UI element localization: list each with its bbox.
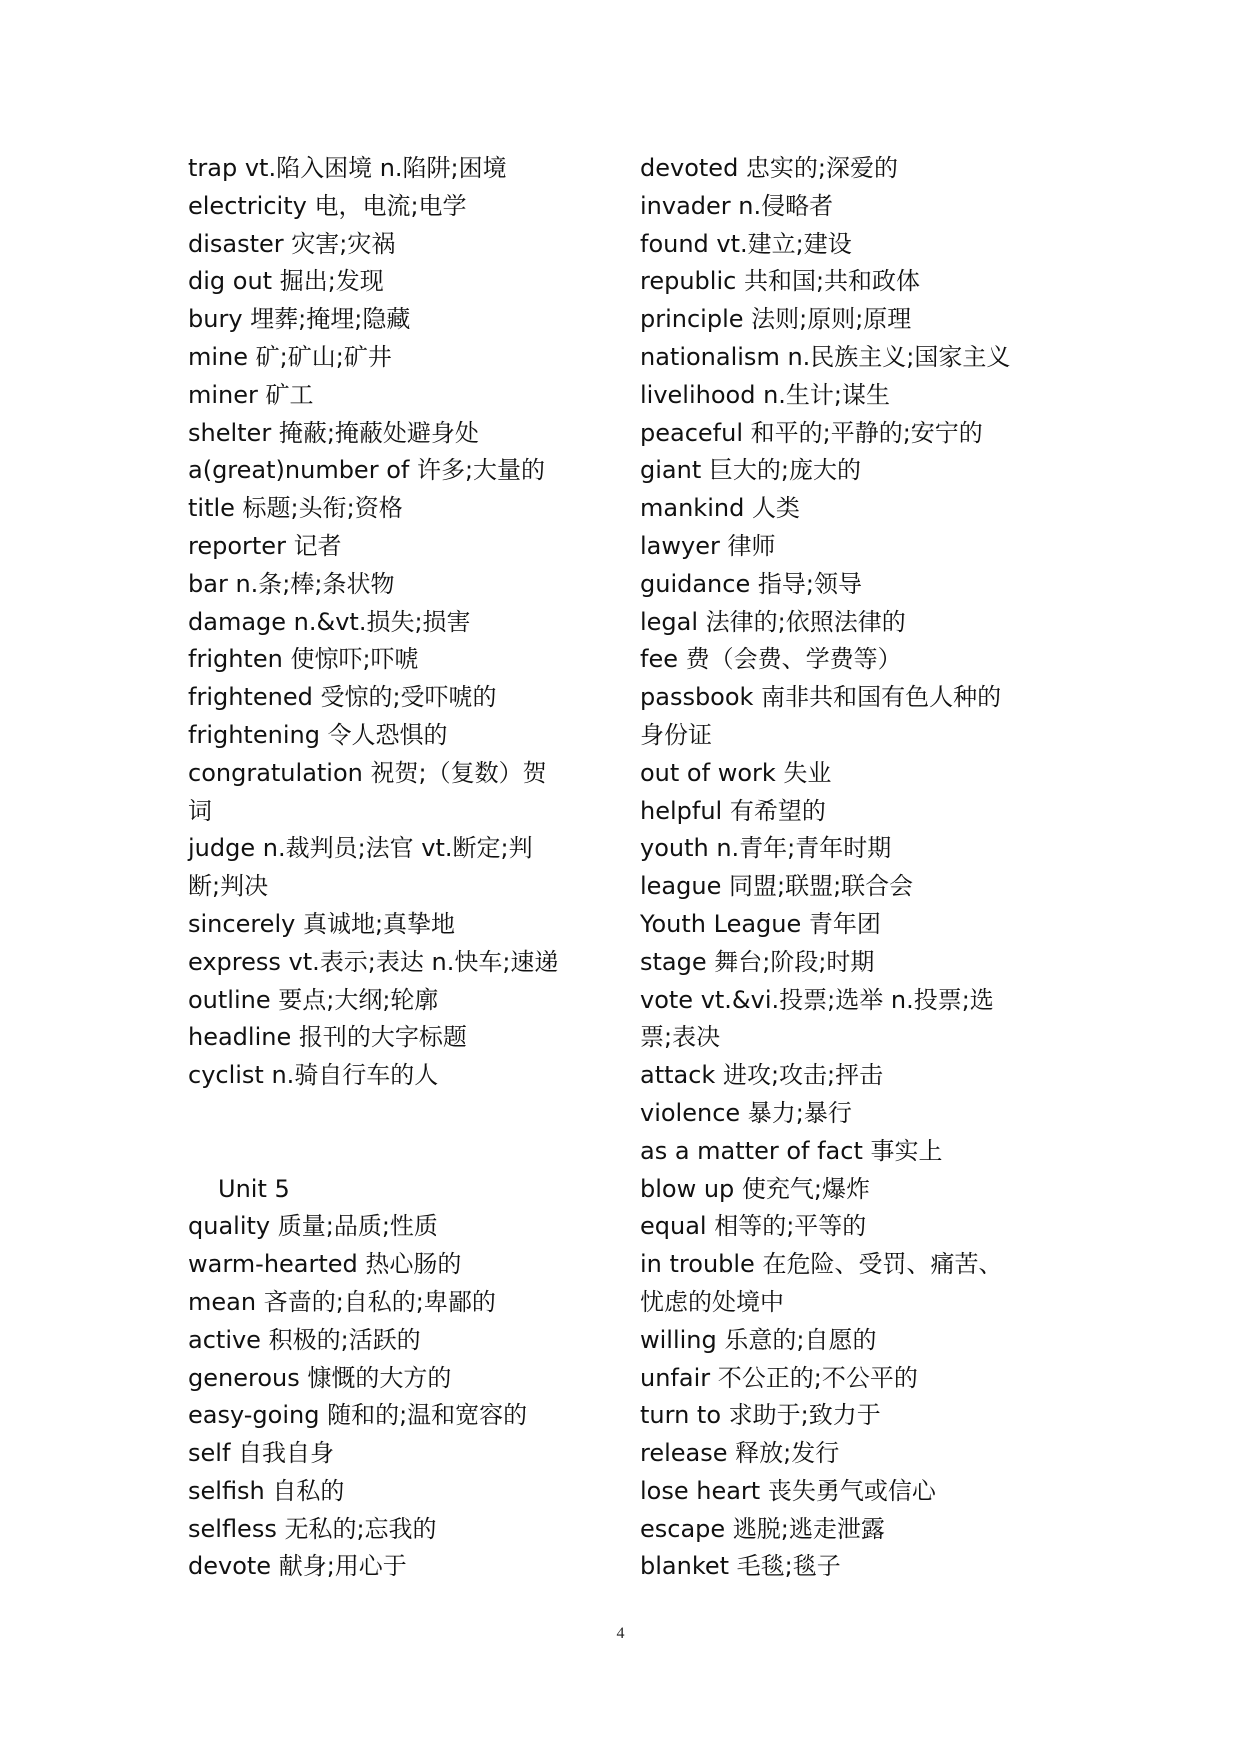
- vocab-line: blow up 使充气;爆炸: [640, 1174, 871, 1203]
- vocab-line: violence 暴力;暴行: [640, 1098, 852, 1127]
- vocab-line: lose heart 丧失勇气或信心: [640, 1476, 936, 1505]
- vocab-line: mankind 人类: [640, 494, 800, 523]
- vocab-line: 身份证: [640, 720, 712, 749]
- vocab-line: principle 法则;原则;原理: [640, 305, 912, 334]
- vocab-line: livelihood n.生计;谋生: [640, 380, 891, 409]
- vocab-line: mean 吝啬的;自私的;卑鄙的: [188, 1287, 496, 1316]
- vocab-line: express vt.表示;表达 n.快车;速递: [188, 947, 559, 976]
- vocab-line: release 释放;发行: [640, 1439, 840, 1468]
- vocab-line: peaceful 和平的;平静的;安宁的: [640, 418, 983, 447]
- left-column: [188, 150, 608, 1586]
- vocab-line: legal 法律的;依照法律的: [640, 607, 906, 636]
- vocab-line: damage n.&vt.损失;损害: [188, 607, 471, 636]
- vocab-line: lawyer 律师: [640, 531, 776, 560]
- vocab-line: a(great)number of 许多;大量的: [188, 456, 546, 485]
- vocab-line: selfish 自私的: [188, 1476, 345, 1505]
- vocab-line: unfair 不公正的;不公平的: [640, 1363, 918, 1392]
- vocab-line: trap vt.陷入困境 n.陷阱;困境: [188, 154, 507, 182]
- vocab-line: shelter 掩蔽;掩蔽处避身处: [188, 418, 479, 447]
- vocab-line: sincerely 真诚地;真挚地: [188, 909, 456, 938]
- vocab-line: self 自我自身: [188, 1439, 335, 1468]
- vocab-line: equal 相等的;平等的: [640, 1212, 867, 1241]
- vocab-line: selfless 无私的;忘我的: [188, 1514, 437, 1543]
- vocab-line: bury 埋葬;掩埋;隐藏: [188, 305, 411, 334]
- right-entries: [640, 150, 1070, 1586]
- vocab-line: 票;表决: [640, 1023, 721, 1052]
- vocab-line: frightened 受惊的;受吓唬的: [188, 683, 497, 712]
- vocab-line: vote vt.&vi.投票;选举 n.投票;选: [640, 985, 994, 1014]
- vocab-line: passbook 南非共和国有色人种的: [640, 683, 1002, 712]
- vocab-line: youth n.青年;青年时期: [640, 834, 892, 863]
- vocab-line: title 标题;头衔;资格: [188, 494, 403, 523]
- vocab-line: fee 费（会费、学费等）: [640, 645, 902, 674]
- vocab-line: escape 逃脱;逃走泄露: [640, 1514, 885, 1543]
- vocab-line: cyclist n.骑自行车的人: [188, 1061, 439, 1090]
- vocab-line: stage 舞台;阶段;时期: [640, 947, 875, 976]
- vocab-line: out of work 失业: [640, 758, 832, 787]
- vocab-line: in trouble 在危险、受罚、痛苦、: [640, 1250, 1003, 1279]
- vocab-line: devote 献身;用心于: [188, 1552, 407, 1581]
- vocab-line: giant 巨大的;庞大的: [640, 456, 861, 485]
- vocab-line: 忧虑的处境中: [640, 1287, 784, 1316]
- vocab-line: congratulation 祝贺;（复数）贺: [188, 758, 547, 787]
- vocab-line: electricity 电，电流;电学: [188, 191, 467, 220]
- vocab-line: warm-hearted 热心肠的: [188, 1250, 462, 1279]
- vocab-line: republic 共和国;共和政体: [640, 267, 921, 296]
- vocab-line: 词: [188, 796, 212, 825]
- vocab-line: generous 慷慨的大方的: [188, 1363, 452, 1392]
- left-entries-part1: [188, 150, 608, 1095]
- vocab-line: frightening 令人恐惧的: [188, 720, 448, 749]
- vocab-line: dig out 掘出;发现: [188, 267, 384, 296]
- vocab-line: easy-going 随和的;温和宽容的: [188, 1401, 528, 1430]
- vocab-line: 断;判决: [188, 872, 269, 901]
- vocab-line: outline 要点;大纲;轮廓: [188, 985, 439, 1014]
- vocab-line: headline 报刊的大字标题: [188, 1023, 467, 1052]
- vocab-line: quality 质量;品质;性质: [188, 1212, 438, 1241]
- unit-heading: Unit 5: [218, 1174, 290, 1203]
- vocab-line: as a matter of fact 事实上: [640, 1136, 943, 1165]
- page-number: 4: [616, 1625, 625, 1642]
- vocab-line: miner 矿工: [188, 380, 314, 409]
- vocab-line: found vt.建立;建设: [640, 229, 852, 258]
- vocab-line: helpful 有希望的: [640, 796, 826, 825]
- vocab-line: league 同盟;联盟;联合会: [640, 872, 914, 901]
- left-entries-part2: [188, 1208, 608, 1586]
- section-gap: [188, 1095, 608, 1171]
- vocab-line: judge n.裁判员;法官 vt.断定;判: [188, 834, 533, 863]
- vocab-line: Youth League 青年团: [640, 909, 881, 938]
- vocab-line: attack 进攻;攻击;抨击: [640, 1061, 884, 1090]
- vocab-line: invader n.侵略者: [640, 191, 834, 220]
- right-column: [640, 150, 1070, 1586]
- vocab-line: disaster 灾害;灾祸: [188, 229, 396, 258]
- vocab-line: willing 乐意的;自愿的: [640, 1325, 877, 1354]
- vocab-line: devoted 忠实的;深爱的: [640, 154, 899, 182]
- vocab-line: nationalism n.民族主义;国家主义: [640, 342, 1011, 371]
- vocab-line: bar n.条;棒;条状物: [188, 569, 395, 598]
- vocab-line: active 积极的;活跃的: [188, 1325, 421, 1354]
- vocab-line: mine 矿;矿山;矿井: [188, 342, 392, 371]
- vocab-line: guidance 指导;领导: [640, 569, 862, 598]
- vocab-line: blanket 毛毯;毯子: [640, 1552, 841, 1581]
- vocab-line: turn to 求助于;致力于: [640, 1401, 881, 1430]
- vocab-line: frighten 使惊吓;吓唬: [188, 645, 419, 674]
- vocab-line: reporter 记者: [188, 531, 342, 560]
